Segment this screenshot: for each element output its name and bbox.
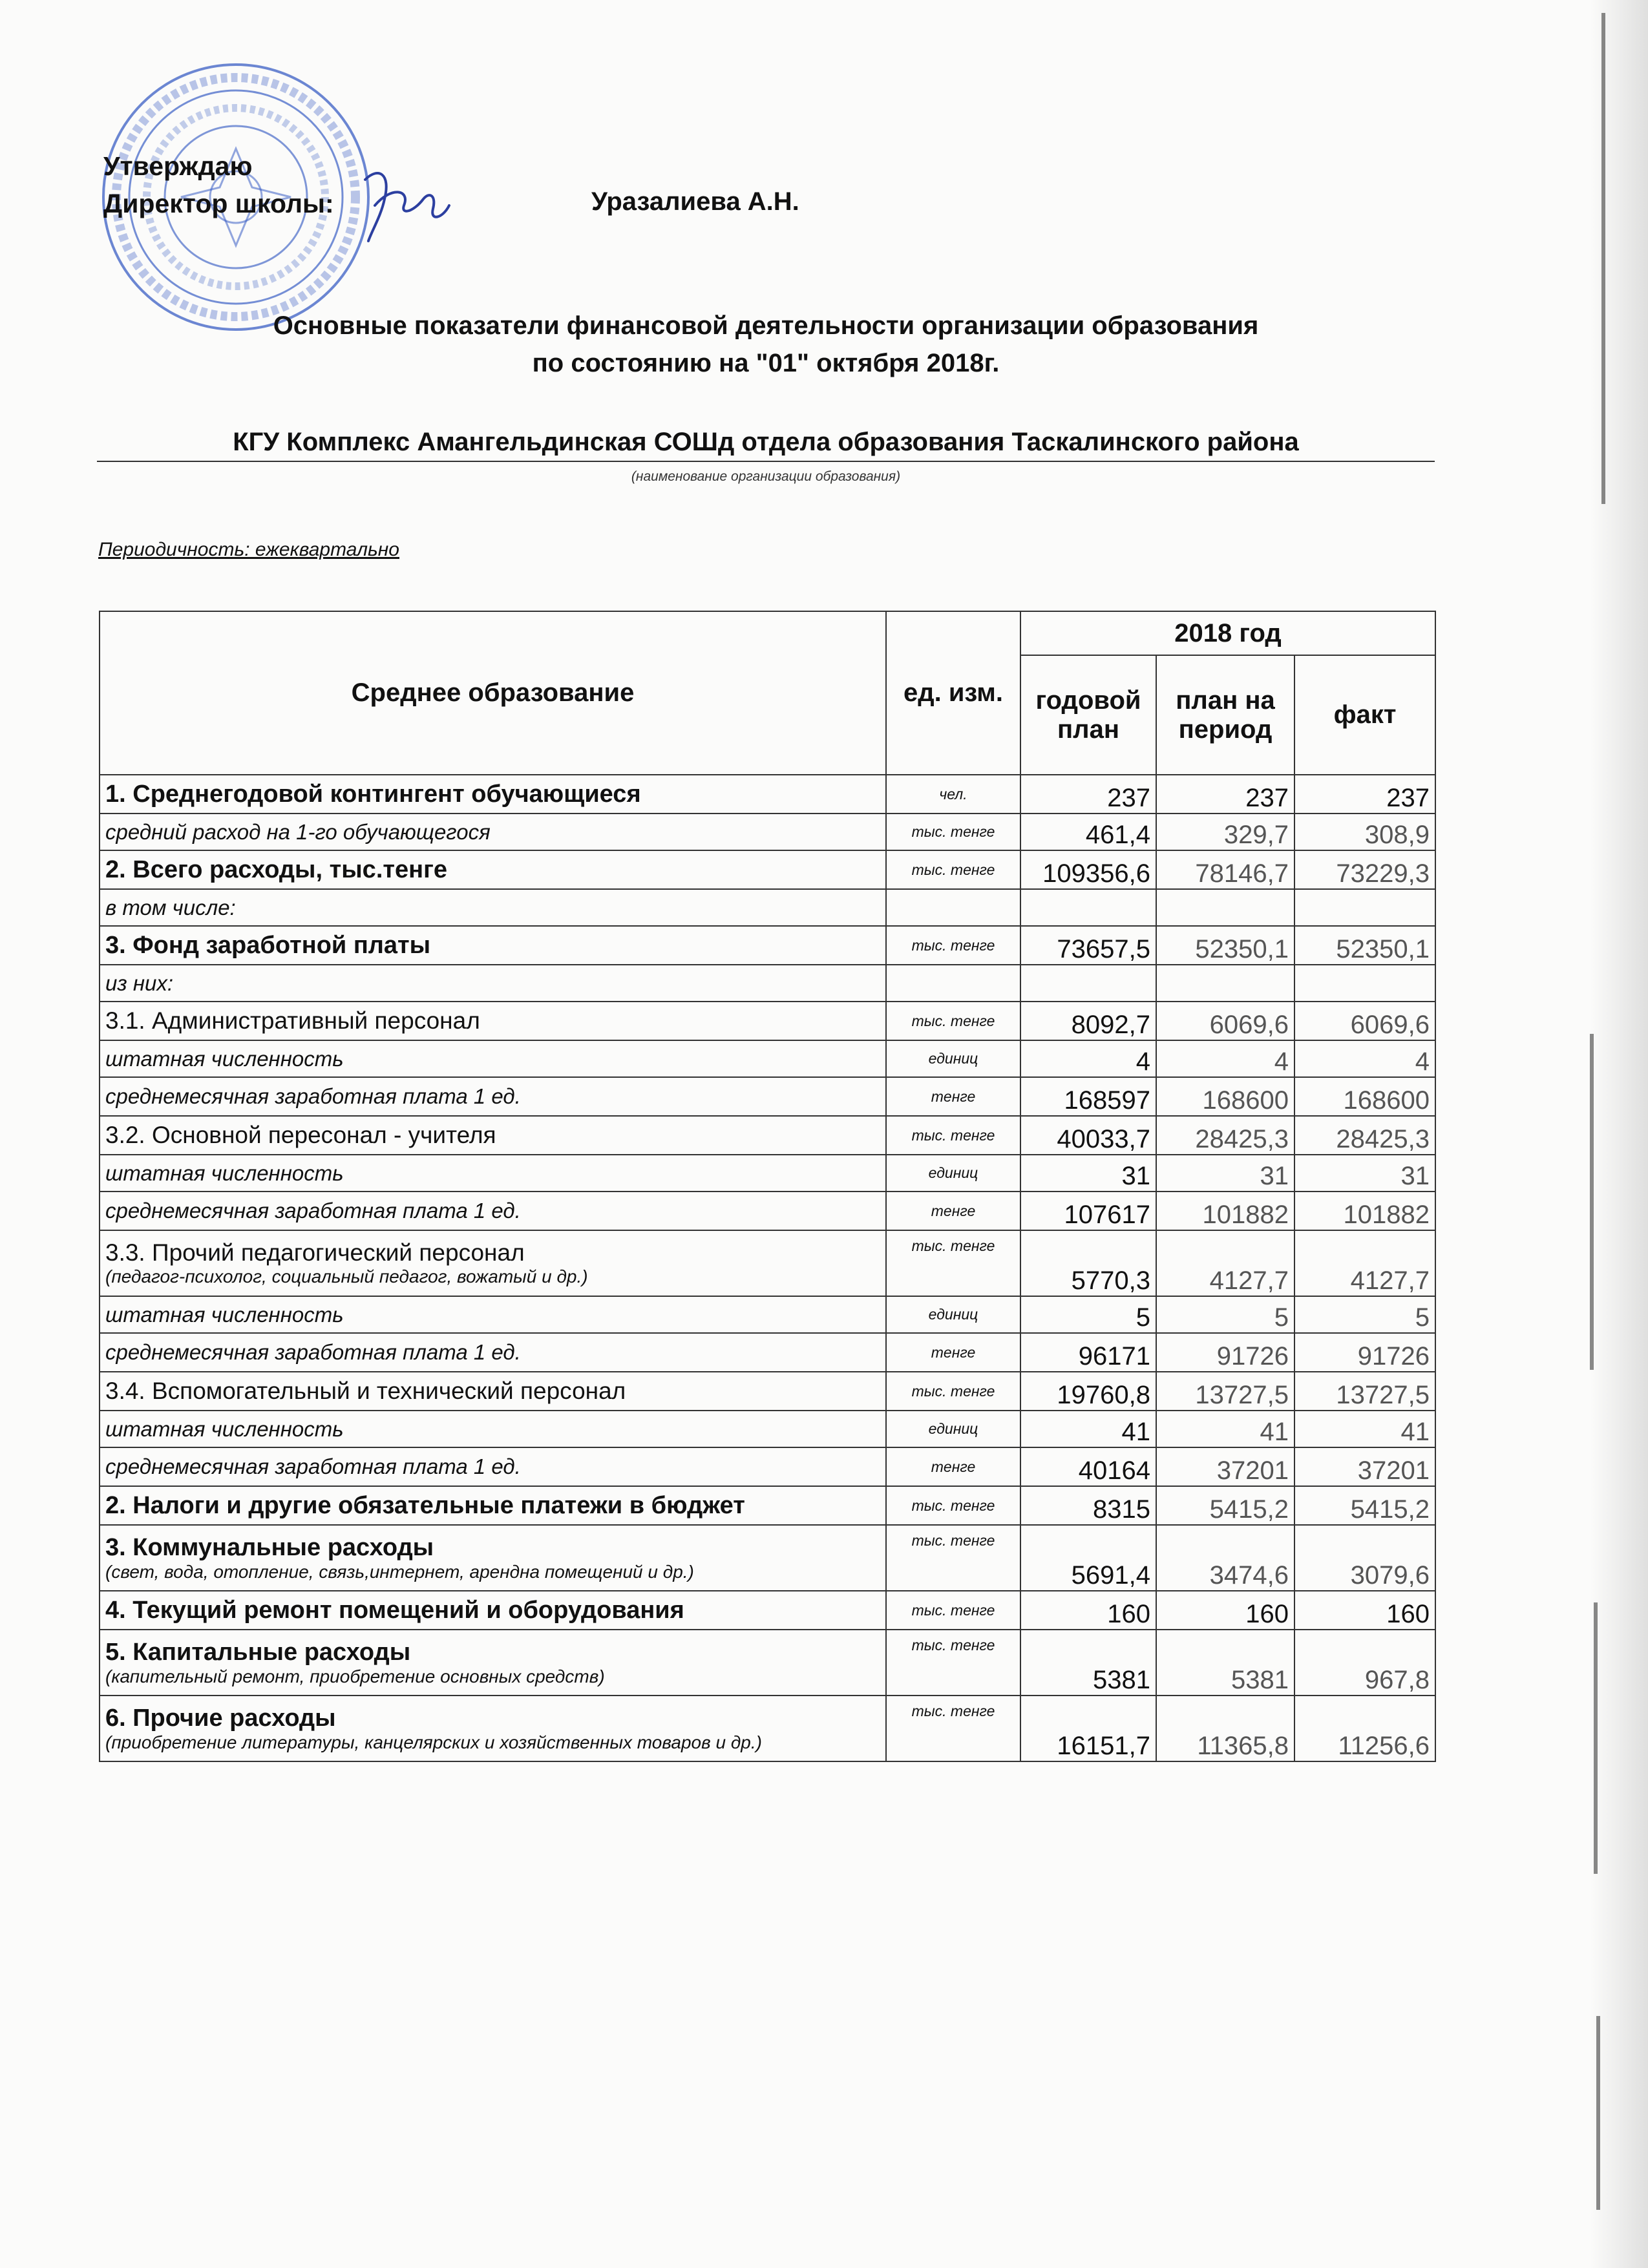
table-row: [100, 1447, 1435, 1486]
row-label: [100, 889, 886, 926]
row-annual-value: 5: [1020, 1296, 1156, 1333]
table-row: [100, 814, 1435, 850]
row-fact-value: 237: [1294, 775, 1435, 814]
row-fact-value: 11256,6: [1294, 1696, 1435, 1761]
year-header: 2018 год: [1020, 611, 1435, 655]
row-unit: тенге: [886, 1077, 1020, 1116]
scan-mark: [1590, 1034, 1594, 1370]
row-label: [100, 1447, 886, 1486]
row-fact-value: 31: [1294, 1155, 1435, 1192]
row-fact-value: 73229,3: [1294, 850, 1435, 889]
row-label-text: 1. Среднегодовой контингент обучающиеся: [105, 780, 641, 808]
row-label-text: среднемесячная заработная плата 1 ед.: [105, 1454, 521, 1478]
row-period-value: 78146,7: [1156, 850, 1294, 889]
row-annual-value: 160: [1020, 1591, 1156, 1630]
row-fact-value: 967,8: [1294, 1630, 1435, 1696]
row-label: [100, 850, 886, 889]
table-row: [100, 1591, 1435, 1630]
row-label-text: среднемесячная заработная плата 1 ед.: [105, 1199, 521, 1223]
row-fact-value: 5415,2: [1294, 1486, 1435, 1525]
row-period-value: 4: [1156, 1040, 1294, 1077]
row-annual-value: 168597: [1020, 1077, 1156, 1116]
row-period-value: 101882: [1156, 1192, 1294, 1230]
row-label-text: 3.4. Вспомогательный и технический персонал: [105, 1378, 626, 1404]
row-annual-value: 237: [1020, 775, 1156, 814]
table-row: [100, 965, 1435, 1002]
row-label-text: штатная численность: [105, 1416, 344, 1441]
row-label-text: штатная численность: [105, 1046, 344, 1071]
table-row: [100, 889, 1435, 926]
row-label-text: из них:: [105, 971, 174, 995]
row-label-text: 3. Фонд заработной платы: [105, 931, 431, 959]
row-unit: [886, 889, 1020, 926]
row-period-value: 4127,7: [1156, 1230, 1294, 1296]
row-annual-value: 107617: [1020, 1192, 1156, 1230]
row-label-text: штатная численность: [105, 1302, 344, 1327]
row-period-value: 5381: [1156, 1630, 1294, 1696]
document-title: Основные показатели финансовой деятельности организации образования: [273, 311, 1259, 340]
table-row: [100, 1002, 1435, 1040]
row-annual-value: [1020, 889, 1156, 926]
table-row: [100, 1696, 1435, 1761]
period-plan-header: план на период: [1156, 655, 1294, 775]
row-period-value: 5: [1156, 1296, 1294, 1333]
row-label-text: средний расход на 1-го обучающегося: [105, 819, 491, 844]
table-row: [100, 850, 1435, 889]
annual-plan-header: годовой план: [1020, 655, 1156, 775]
row-period-value: 5415,2: [1156, 1486, 1294, 1525]
row-unit: единиц: [886, 1411, 1020, 1447]
row-annual-value: 5770,3: [1020, 1230, 1156, 1296]
row-label: [100, 1296, 886, 1333]
row-fact-value: [1294, 965, 1435, 1002]
row-sublabel: (приобретение литературы, канцелярских и хозяйственных товаров и др.): [105, 1732, 762, 1752]
fact-header: факт: [1294, 655, 1435, 775]
row-unit: единиц: [886, 1040, 1020, 1077]
row-label: [100, 1155, 886, 1192]
approval-label: Утверждаю: [103, 151, 253, 181]
scan-edge-shadow: [1551, 0, 1648, 2268]
row-fact-value: [1294, 889, 1435, 926]
row-label: [100, 1630, 886, 1696]
row-period-value: 237: [1156, 775, 1294, 814]
row-fact-value: 52350,1: [1294, 926, 1435, 965]
row-unit: тыс. тенге: [886, 1486, 1020, 1525]
row-label-text: 3. Коммунальные расходы: [105, 1533, 434, 1561]
row-unit: тыс. тенге: [886, 1372, 1020, 1411]
row-unit: единиц: [886, 1296, 1020, 1333]
table-row: [100, 1296, 1435, 1333]
row-label-text: 3.3. Прочий педагогический персонал: [105, 1239, 525, 1266]
row-annual-value: 5691,4: [1020, 1525, 1156, 1591]
row-label: [100, 1591, 886, 1630]
row-label: [100, 775, 886, 814]
row-fact-value: 13727,5: [1294, 1372, 1435, 1411]
row-annual-value: 461,4: [1020, 814, 1156, 850]
row-unit: [886, 965, 1020, 1002]
row-label: [100, 965, 886, 1002]
row-annual-value: 109356,6: [1020, 850, 1156, 889]
row-unit: чел.: [886, 775, 1020, 814]
row-fact-value: 28425,3: [1294, 1116, 1435, 1155]
row-fact-value: 308,9: [1294, 814, 1435, 850]
director-signature: [352, 160, 456, 251]
row-period-value: 329,7: [1156, 814, 1294, 850]
row-annual-value: 40164: [1020, 1447, 1156, 1486]
director-name: Уразалиева А.Н.: [591, 187, 799, 216]
row-annual-value: 8315: [1020, 1486, 1156, 1525]
row-label: [100, 1333, 886, 1372]
row-label-text: штатная численность: [105, 1160, 344, 1185]
organization-caption: (наименование организации образования): [631, 469, 901, 484]
row-period-value: 31: [1156, 1155, 1294, 1192]
row-label: [100, 1696, 886, 1761]
row-unit: тенге: [886, 1192, 1020, 1230]
row-unit: тыс. тенге: [886, 1230, 1020, 1296]
table-row: [100, 1630, 1435, 1696]
approval-block: [103, 147, 334, 222]
row-period-value: 168600: [1156, 1077, 1294, 1116]
row-annual-value: 19760,8: [1020, 1372, 1156, 1411]
row-annual-value: 4: [1020, 1040, 1156, 1077]
table-row: [100, 1411, 1435, 1447]
row-label: [100, 1525, 886, 1591]
periodicity: Периодичность: ежеквартально: [98, 539, 399, 560]
row-unit: тыс. тенге: [886, 1696, 1020, 1761]
row-annual-value: 96171: [1020, 1333, 1156, 1372]
row-label-text: 6. Прочие расходы: [105, 1704, 336, 1732]
row-period-value: 52350,1: [1156, 926, 1294, 965]
table-body: [100, 775, 1435, 1761]
row-unit: единиц: [886, 1155, 1020, 1192]
row-fact-value: 4127,7: [1294, 1230, 1435, 1296]
table-row: [100, 1525, 1435, 1591]
scan-mark: [1596, 2016, 1600, 2210]
row-label-text: 3.2. Основной пересонал - учителя: [105, 1122, 496, 1148]
row-period-value: 37201: [1156, 1447, 1294, 1486]
row-unit: тенге: [886, 1333, 1020, 1372]
table-row: [100, 1486, 1435, 1525]
director-label: Директор школы:: [103, 189, 334, 218]
row-unit: тыс. тенге: [886, 850, 1020, 889]
row-period-value: 160: [1156, 1591, 1294, 1630]
row-period-value: 28425,3: [1156, 1116, 1294, 1155]
row-unit: тыс. тенге: [886, 1116, 1020, 1155]
table-row: [100, 1372, 1435, 1411]
row-sublabel: (свет, вода, отопление, связь,интернет, арендна помещений и др.): [105, 1561, 694, 1582]
row-period-value: 13727,5: [1156, 1372, 1294, 1411]
row-period-value: 11365,8: [1156, 1696, 1294, 1761]
row-period-value: 6069,6: [1156, 1002, 1294, 1040]
table-row: [100, 1155, 1435, 1192]
row-label-text: 4. Текущий ремонт помещений и оборудования: [105, 1596, 684, 1624]
table-row: [100, 1116, 1435, 1155]
row-sublabel: (капительный ремонт, приобретение основных средств): [105, 1666, 605, 1686]
row-unit: тыс. тенге: [886, 1525, 1020, 1591]
table-row: [100, 1333, 1435, 1372]
row-label: [100, 1077, 886, 1116]
table-row: [100, 775, 1435, 814]
row-annual-value: 31: [1020, 1155, 1156, 1192]
row-annual-value: 16151,7: [1020, 1696, 1156, 1761]
row-label-text: среднемесячная заработная плата 1 ед.: [105, 1084, 521, 1108]
row-label: [100, 1230, 886, 1296]
table-row: [100, 1040, 1435, 1077]
row-sublabel: (педагог-психолог, социальный педагог, вожатый и др.): [105, 1266, 588, 1286]
row-period-value: 41: [1156, 1411, 1294, 1447]
table-row: [100, 1192, 1435, 1230]
row-period-value: [1156, 965, 1294, 1002]
row-label: [100, 1116, 886, 1155]
row-period-value: 91726: [1156, 1333, 1294, 1372]
row-label-text: 2. Всего расходы, тыс.тенге: [105, 856, 448, 883]
row-annual-value: 41: [1020, 1411, 1156, 1447]
row-label: [100, 1192, 886, 1230]
organization-name: КГУ Комплекс Амангельдинская СОШд отдела образования Таскалинского района: [97, 428, 1435, 462]
row-fact-value: 6069,6: [1294, 1002, 1435, 1040]
row-label-text: в том числе:: [105, 895, 236, 919]
row-fact-value: 160: [1294, 1591, 1435, 1630]
row-fact-value: 168600: [1294, 1077, 1435, 1116]
row-label: [100, 1372, 886, 1411]
row-label: [100, 1002, 886, 1040]
row-label: [100, 926, 886, 965]
row-fact-value: 41: [1294, 1411, 1435, 1447]
row-label-text: 3.1. Административный персонал: [105, 1007, 480, 1034]
row-fact-value: 37201: [1294, 1447, 1435, 1486]
table-row: [100, 1230, 1435, 1296]
scan-mark: [1594, 1602, 1598, 1874]
table-row: [100, 1077, 1435, 1116]
row-annual-value: 5381: [1020, 1630, 1156, 1696]
row-period-value: [1156, 889, 1294, 926]
row-unit: тенге: [886, 1447, 1020, 1486]
row-unit: тыс. тенге: [886, 1591, 1020, 1630]
section-header: Среднее образование: [100, 611, 886, 775]
row-unit: тыс. тенге: [886, 926, 1020, 965]
table-row: [100, 926, 1435, 965]
row-label: [100, 1411, 886, 1447]
row-fact-value: 4: [1294, 1040, 1435, 1077]
row-unit: тыс. тенге: [886, 1002, 1020, 1040]
row-annual-value: 8092,7: [1020, 1002, 1156, 1040]
scan-mark: [1601, 13, 1605, 504]
row-fact-value: 101882: [1294, 1192, 1435, 1230]
row-annual-value: 40033,7: [1020, 1116, 1156, 1155]
row-label-text: 5. Капитальные расходы: [105, 1638, 411, 1666]
row-label-text: среднемесячная заработная плата 1 ед.: [105, 1340, 521, 1364]
row-fact-value: 3079,6: [1294, 1525, 1435, 1591]
row-label: [100, 1486, 886, 1525]
row-annual-value: 73657,5: [1020, 926, 1156, 965]
row-unit: тыс. тенге: [886, 814, 1020, 850]
row-label-text: 2. Налоги и другие обязательные платежи в бюджет: [105, 1491, 745, 1519]
row-label: [100, 1040, 886, 1077]
row-period-value: 3474,6: [1156, 1525, 1294, 1591]
row-fact-value: 5: [1294, 1296, 1435, 1333]
row-unit: тыс. тенге: [886, 1630, 1020, 1696]
document-subtitle: по состоянию на "01" октября 2018г.: [532, 349, 1000, 377]
row-label: [100, 814, 886, 850]
row-fact-value: 91726: [1294, 1333, 1435, 1372]
unit-header: ед. изм.: [886, 611, 1020, 775]
financial-table: [99, 611, 1436, 1762]
row-annual-value: [1020, 965, 1156, 1002]
